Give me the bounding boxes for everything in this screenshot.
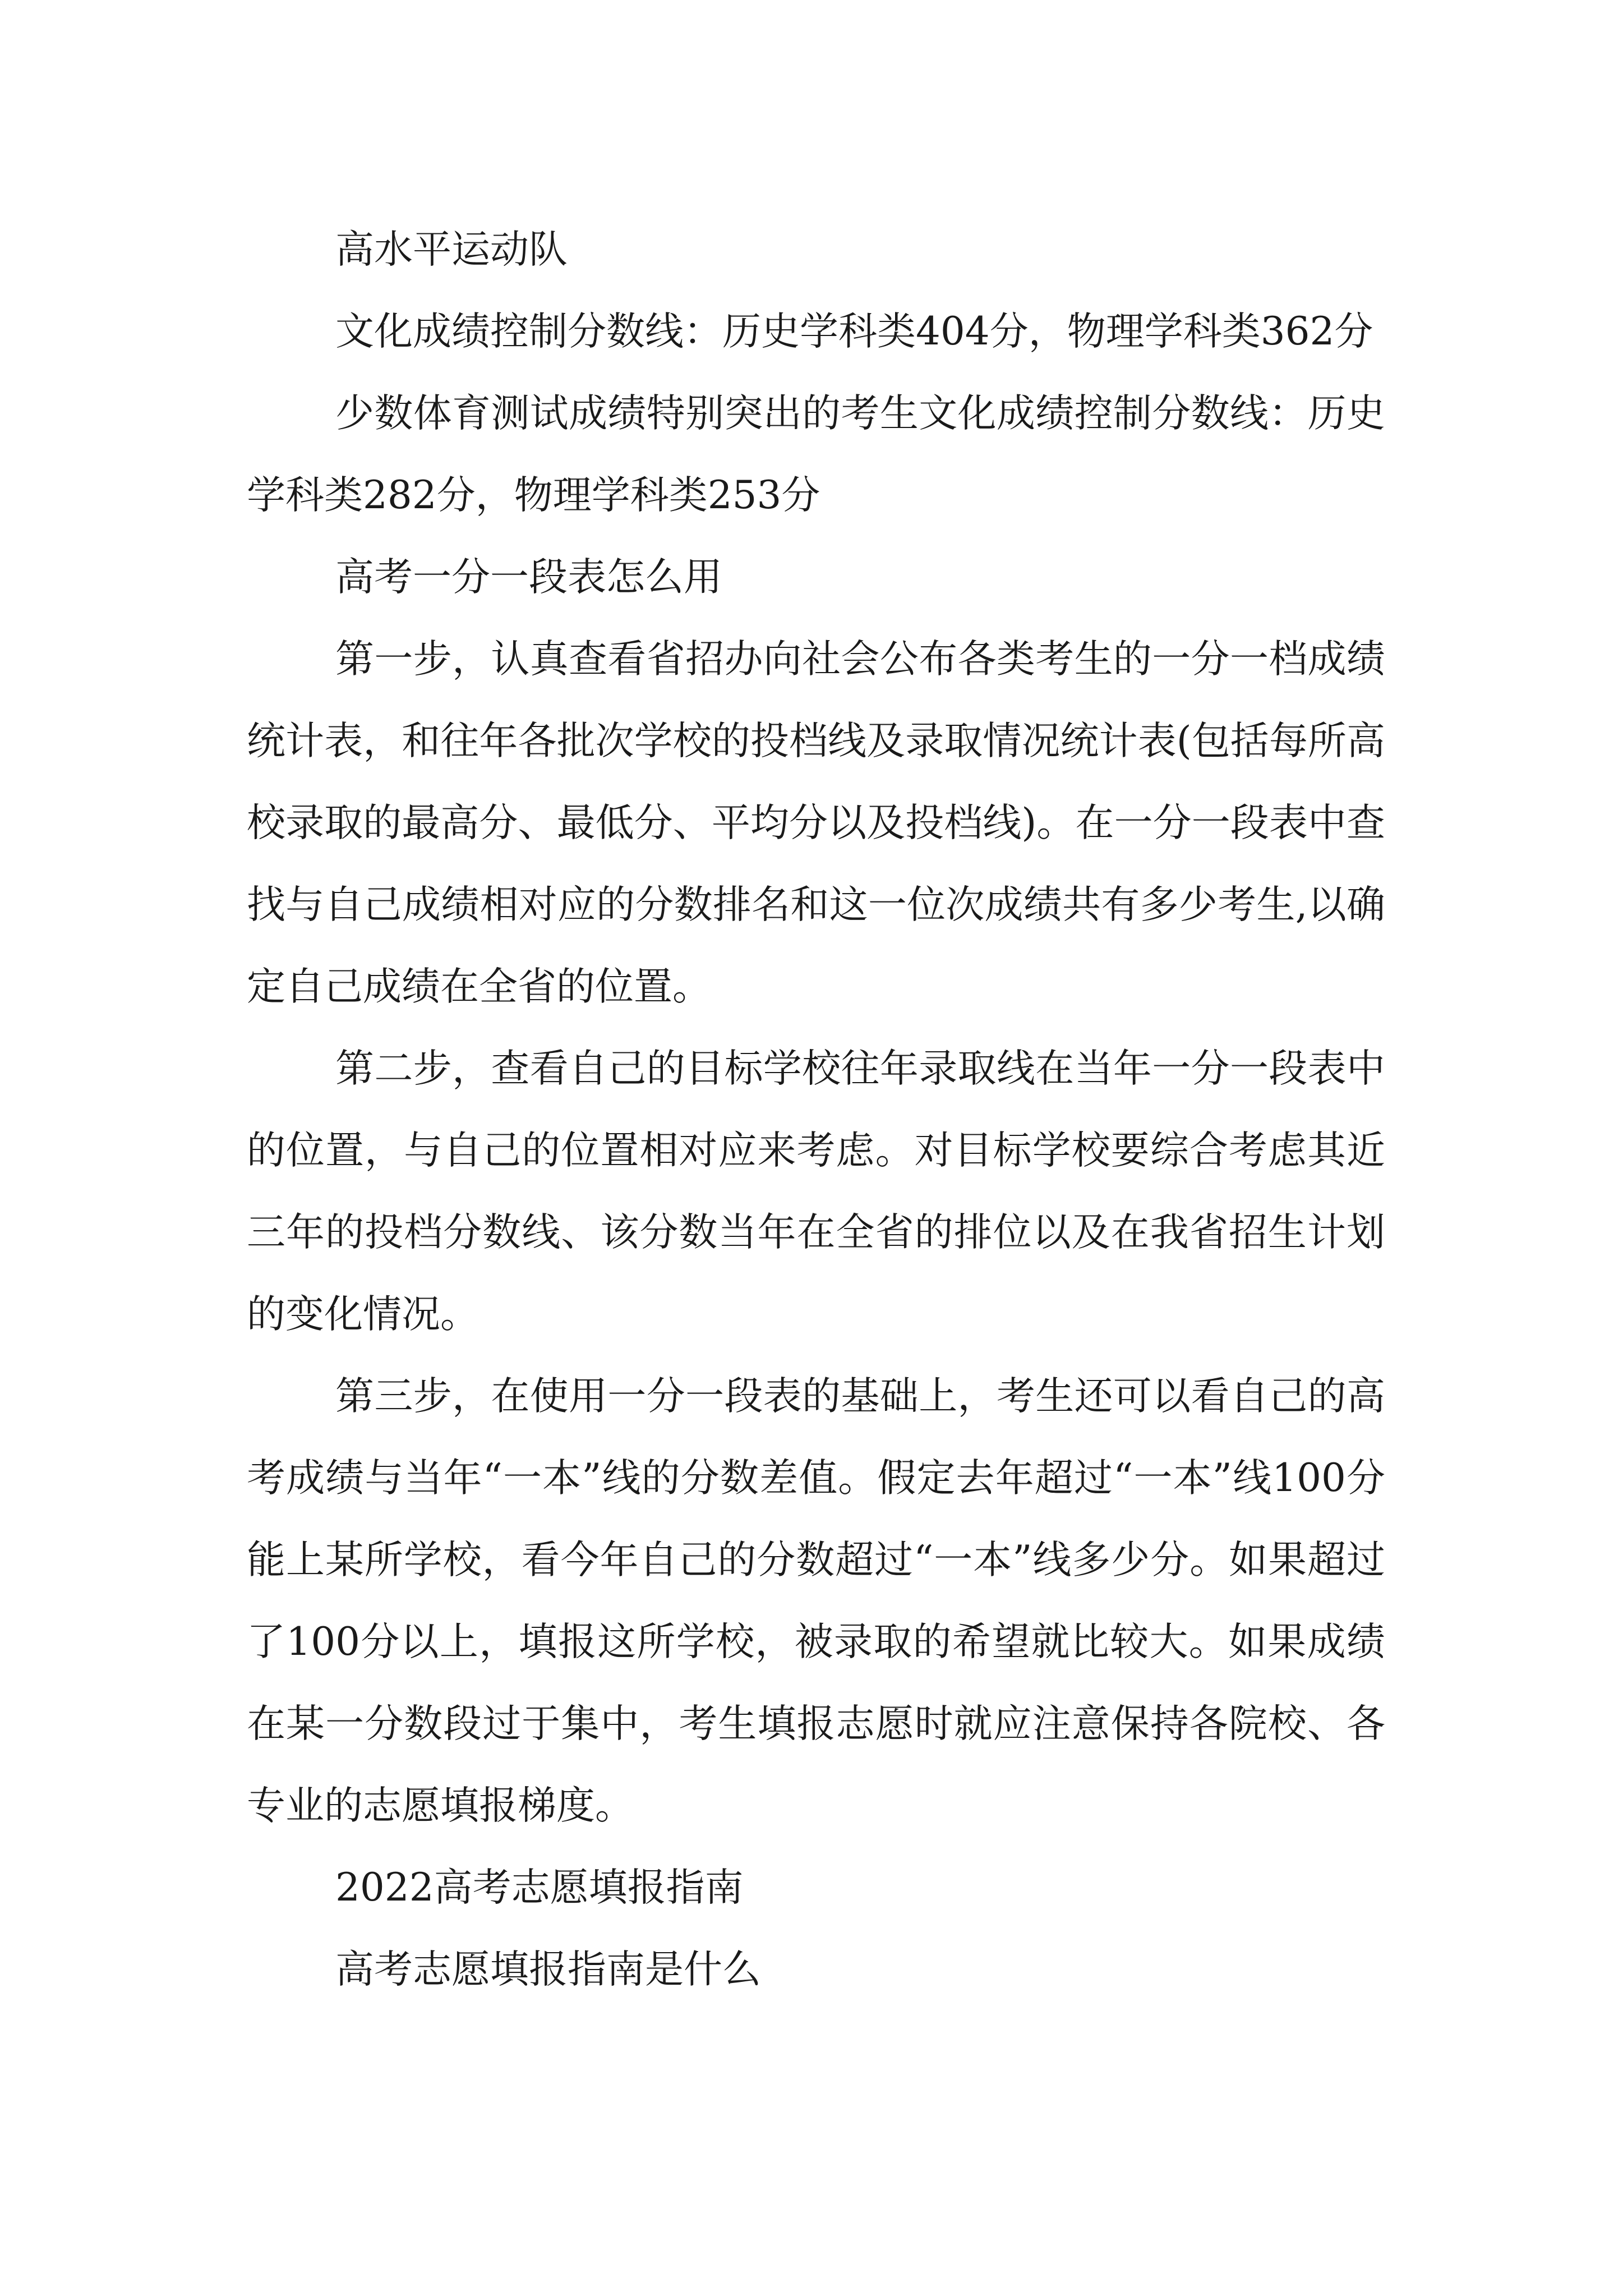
paragraph-step-one: 第一步，认真查看省招办向社会公布各类考生的一分一档成绩统计表，和往年各批次学校的投档线及录取情况统计表(包括每所高校录取的最高分、最低分、平均分以及投档线)。在一分一段表中查找与自己成绩相对应的分数排名和这一位次成绩共有多少考生,以确定自己成绩在全省的位置。 — [247, 637, 1385, 1009]
heading-score-table-usage: 高考一分一段表怎么用 — [335, 555, 722, 600]
document-body — [247, 209, 1385, 2010]
heading-2022-guide: 2022高考志愿填报指南 — [335, 1865, 744, 1910]
paragraph-step-three: 第三步，在使用一分一段表的基础上，考生还可以看自己的高考成绩与当年“一本”线的分数差值。假定去年超过“一本”线100分能上某所学校，看今年自己的分数超过“一本”线多少分。如果超过了100分以上，填报这所学校，被录取的希望就比较大。如果成绩在某一分数段过于集中，考生填报志愿时就应注意保持各院校、各专业的志愿填报梯度。 — [247, 1374, 1385, 1828]
heading-what-is-guide: 高考志愿填报指南是什么 — [335, 1947, 761, 1992]
paragraph-step-two: 第二步，查看自己的目标学校往年录取线在当年一分一段表中的位置，与自己的位置相对应来考虑。对目标学校要综合考虑其近三年的投档分数线、该分数当年在全省的排位以及在我省招生计划的变化情况。 — [247, 1046, 1385, 1337]
paragraph-outstanding-athlete-score-line: 少数体育测试成绩特别突出的考生文化成绩控制分数线：历史学科类282分，物理学科类253分 — [247, 391, 1385, 518]
paragraph-culture-score-line: 文化成绩控制分数线：历史学科类404分，物理学科类362分 — [335, 309, 1373, 354]
heading-high-level-sports-team: 高水平运动队 — [335, 227, 568, 272]
